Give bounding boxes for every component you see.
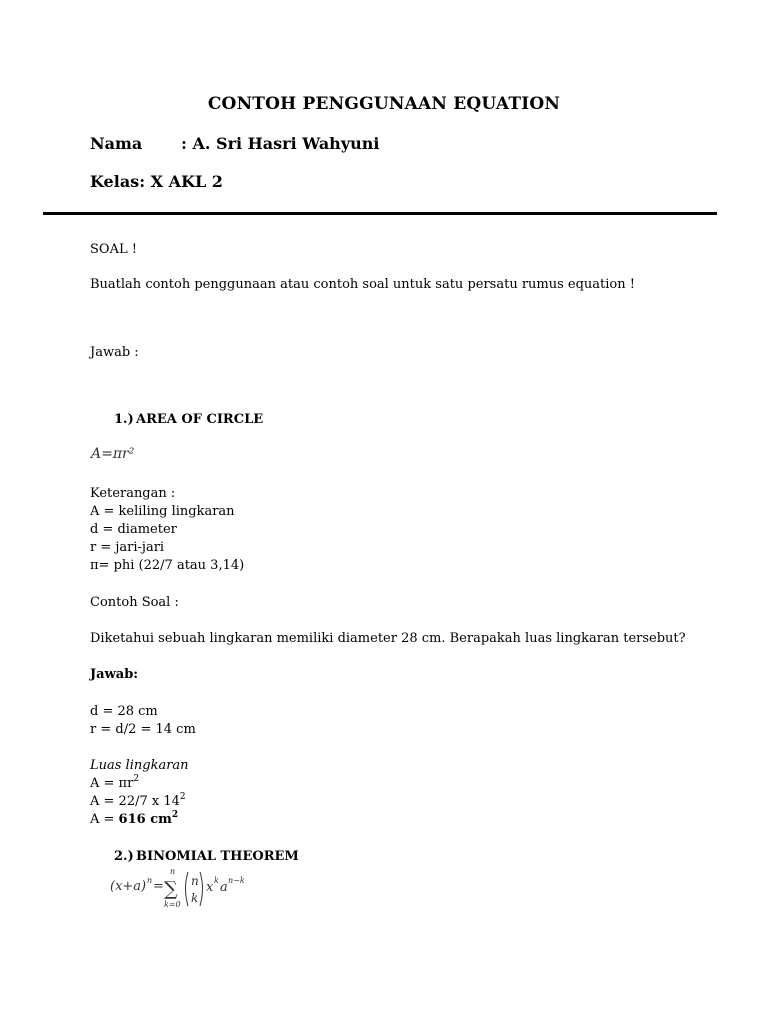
keterangan-item: π= phi (22/7 atau 3,14) xyxy=(90,558,245,573)
a-exp: n−k xyxy=(228,876,245,885)
binomial-lhs-exp: n xyxy=(147,876,153,885)
keterangan-item: A = keliling lingkaran xyxy=(90,504,235,519)
soal-text: Buatlah contoh penggunaan atau contoh soal untuk satu persatu rumus equation ! xyxy=(90,277,635,292)
calc-line-3 xyxy=(90,812,178,827)
sum-lower: k=0 xyxy=(164,900,181,909)
answer-label: Jawab: xyxy=(90,667,139,682)
soal-heading: SOAL ! xyxy=(90,242,137,257)
nama-label: Nama xyxy=(90,134,143,153)
binom-top: n xyxy=(191,874,199,888)
binomial-formula xyxy=(108,864,258,912)
sum-symbol: ∑ xyxy=(164,878,178,900)
x-exp: k xyxy=(214,876,219,885)
calc-line-2-exp: 2 xyxy=(179,792,186,802)
section2-heading: BINOMIAL THEOREM xyxy=(136,849,299,864)
binomial-equals: = xyxy=(153,879,164,894)
section1-number: 1.) xyxy=(114,412,134,427)
calc-line-1 xyxy=(90,776,139,791)
page-title: CONTOH PENGGUNAAN EQUATION xyxy=(207,94,561,114)
section1-heading: AREA OF CIRCLE xyxy=(136,412,264,427)
nama-value: : A. Sri Hasri Wahyuni xyxy=(181,134,380,153)
contoh-soal-label: Contoh Soal : xyxy=(90,595,179,610)
sum-upper: n xyxy=(170,867,176,876)
calc-line-1-exp: 2 xyxy=(133,774,140,784)
radius-line: r = d/2 = 14 cm xyxy=(90,722,196,737)
binomial-lhs: (x+a) xyxy=(110,879,147,894)
kelas-line: Kelas: X AKL 2 xyxy=(90,172,223,191)
keterangan-label: Keterangan : xyxy=(90,486,176,501)
binom-right-paren xyxy=(200,872,203,906)
binom-left-paren xyxy=(186,872,189,906)
header-divider xyxy=(43,212,717,215)
calc-line-1-base: A = πr xyxy=(90,776,134,791)
binom-bottom: k xyxy=(191,891,199,905)
luas-label: Luas lingkaran xyxy=(90,758,189,773)
a-term: a xyxy=(220,880,228,895)
calc-line-2-base: A = 22/7 x 14 xyxy=(90,794,180,809)
diameter-line: d = 28 cm xyxy=(90,704,158,719)
result-exp: 2 xyxy=(171,810,179,820)
contoh-question: Diketahui sebuah lingkaran memiliki diameter 28 cm. Berapakah luas lingkaran tersebut? xyxy=(90,631,686,646)
calc-line-3-prefix: A = xyxy=(90,812,119,827)
calc-line-2 xyxy=(90,794,186,809)
keterangan-item: d = diameter xyxy=(90,522,177,537)
jawab-label: Jawab : xyxy=(90,345,139,360)
keterangan-item: r = jari-jari xyxy=(90,540,165,555)
area-formula: A=πr² xyxy=(91,446,135,462)
x-term: x xyxy=(206,880,214,895)
result-value: 616 cm xyxy=(118,812,172,827)
section2-number: 2.) xyxy=(114,849,134,864)
